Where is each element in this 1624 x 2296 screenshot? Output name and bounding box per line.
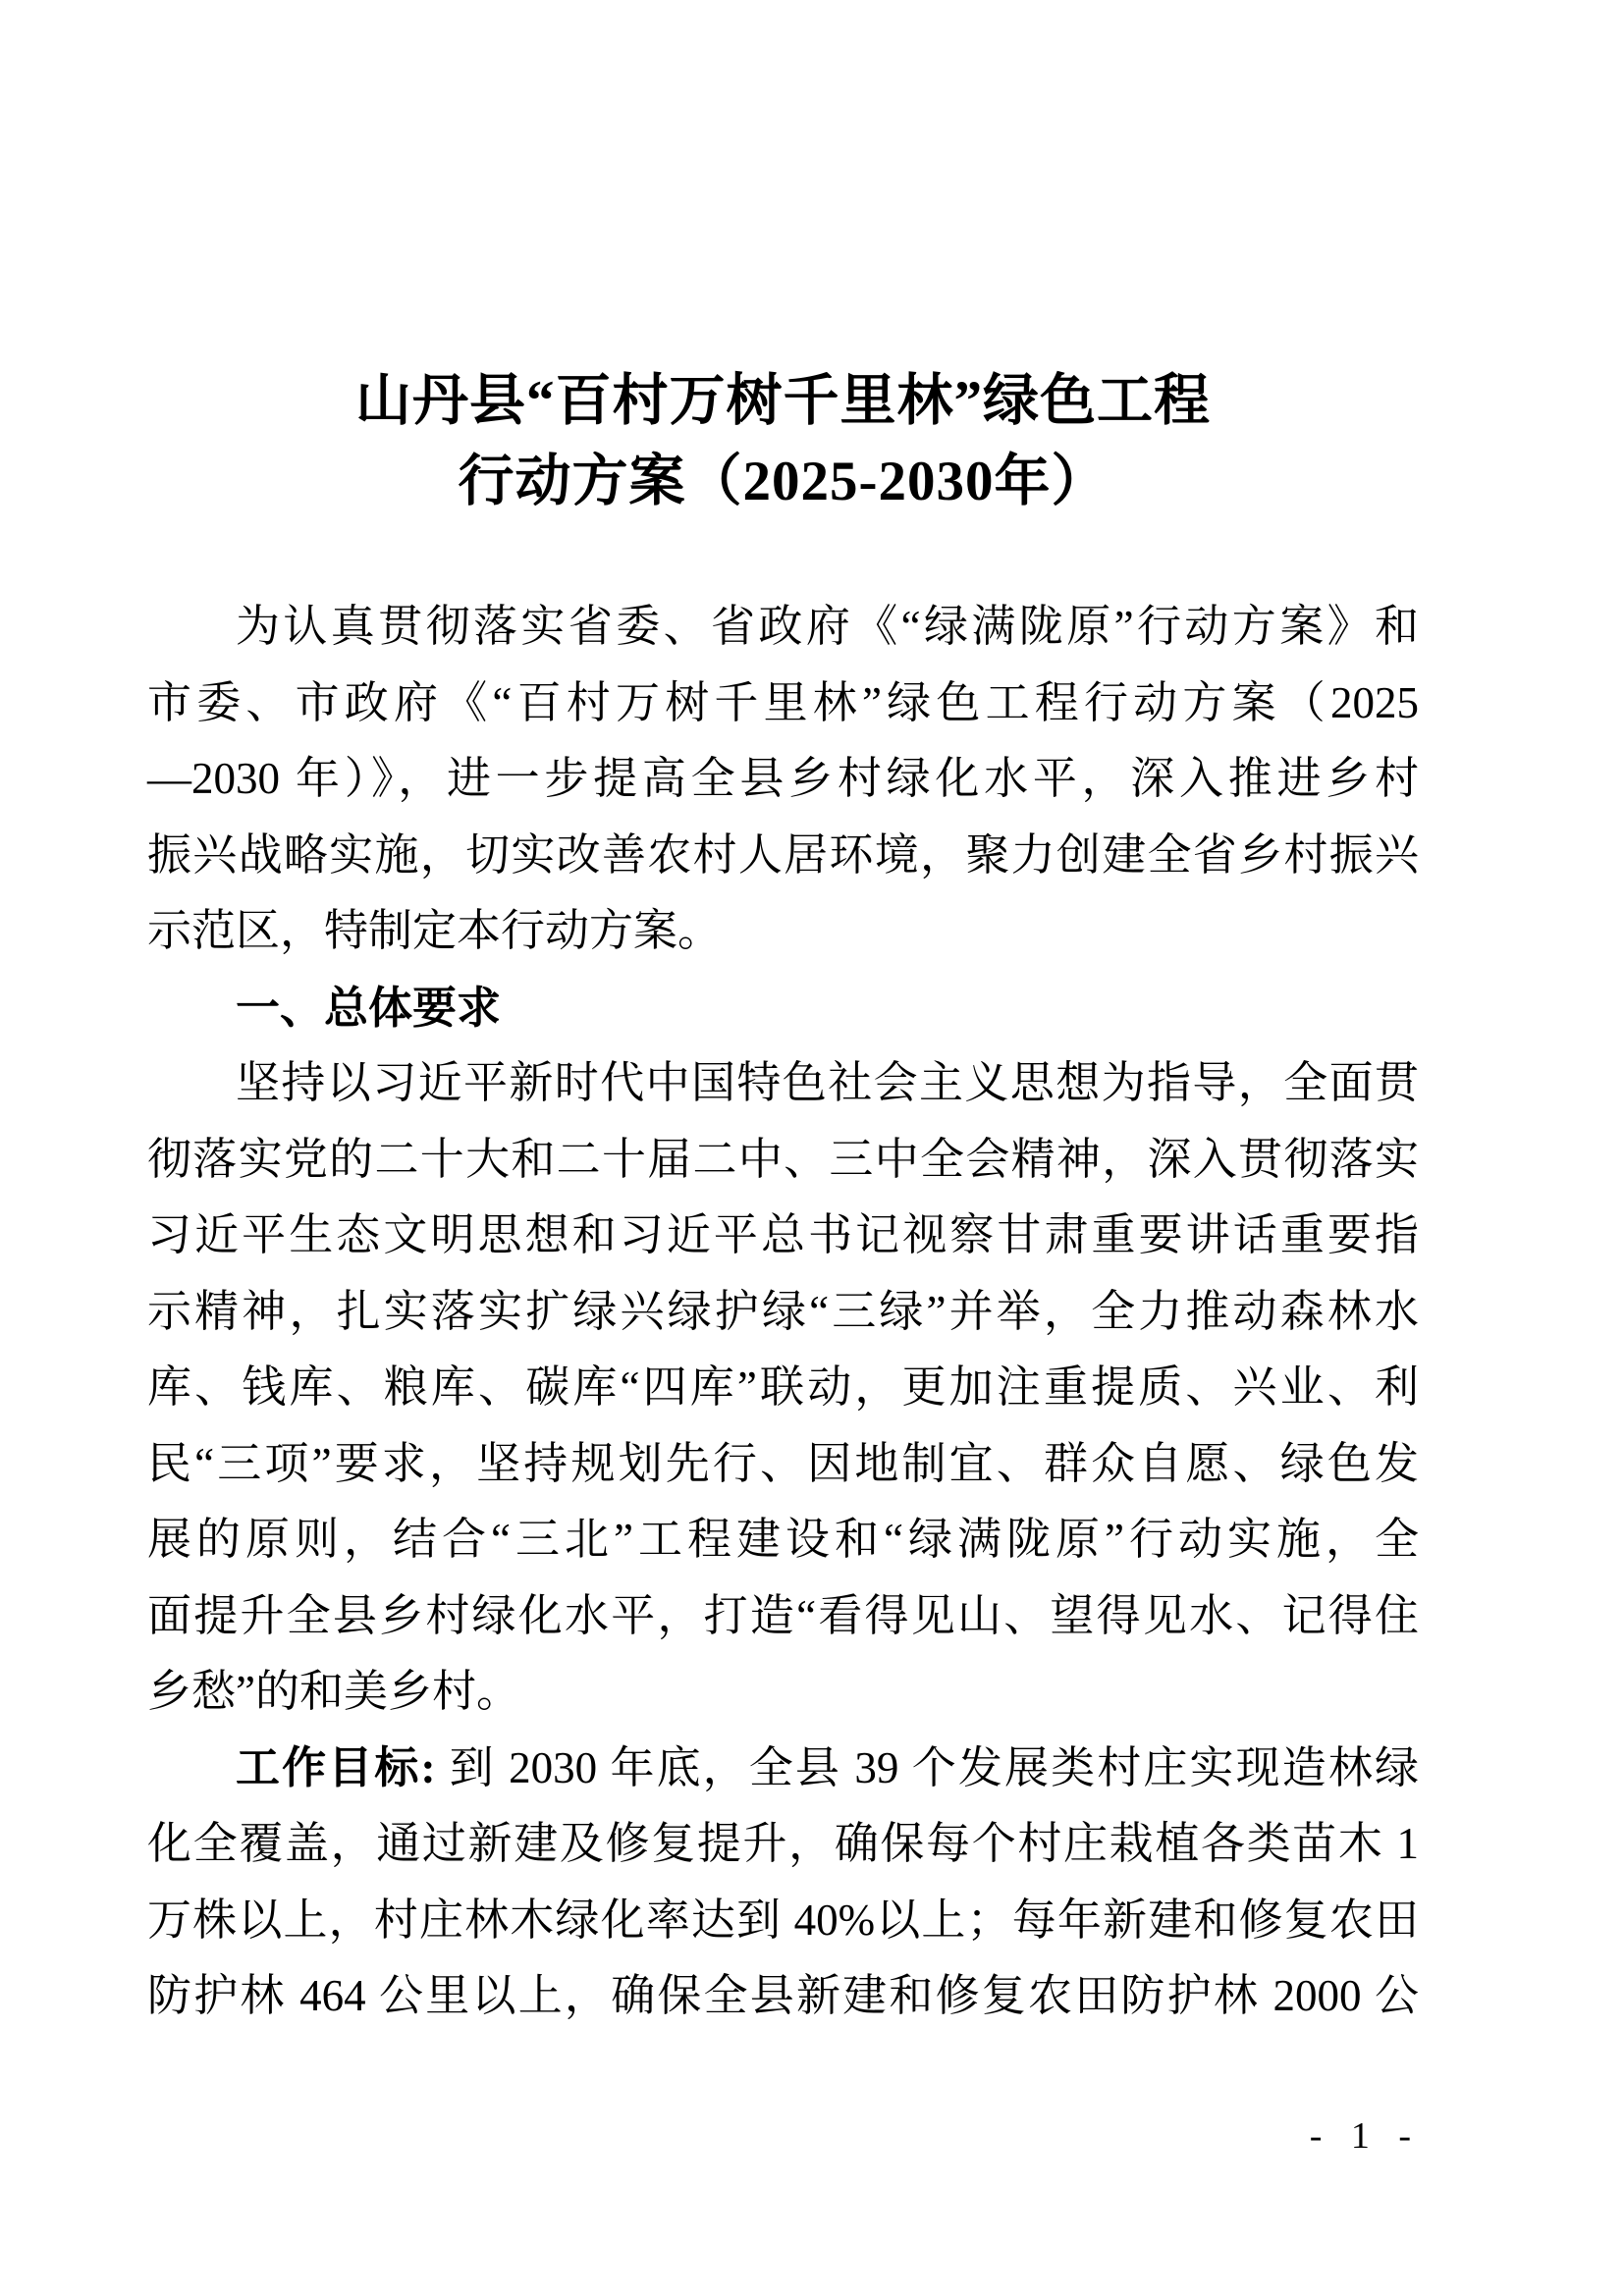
paragraph1-line-4: 振兴战略实施，切实改善农村人居环境，聚力创建全省乡村振兴 xyxy=(147,829,1419,880)
paragraph3-line-1-text: 到 2030 年底，全县 39 个发展类村庄实现造林绿 xyxy=(447,1742,1419,1792)
paragraph1-line-3: —2030 年）》，进一步提高全县乡村绿化水平，深入推进乡村 xyxy=(147,754,1419,803)
section-heading-1: 一、总体要求 xyxy=(236,982,502,1033)
paragraph2-line-4: 示精神，扎实落实扩绿兴绿护绿“三绿”并举，全力推动森林水 xyxy=(147,1286,1419,1336)
paragraph3-line-2: 化全覆盖，通过新建及修复提升，确保每个村庄栽植各类苗木 1 xyxy=(147,1819,1419,1868)
paragraph2-line-6: 民“三项”要求，坚持规划先行、因地制宜、群众自愿、绿色发 xyxy=(147,1438,1419,1488)
paragraph2-line-5: 库、钱库、粮库、碳库“四库”联动，更加注重提质、兴业、利 xyxy=(147,1362,1419,1412)
paragraph1-line-1: 为认真贯彻落实省委、省政府《“绿满陇原”行动方案》和 xyxy=(236,602,1419,651)
document-body xyxy=(147,589,1419,2035)
paragraph1-line-2: 市委、市政府《“百村万树千里林”绿色工程行动方案（2025 xyxy=(147,677,1419,727)
paragraph1-line-5: 示范区，特制定本行动方案。 xyxy=(147,906,723,955)
paragraph2-line-2: 彻落实党的二十大和二十届二中、三中全会精神，深入贯彻落实 xyxy=(147,1134,1419,1184)
document-title xyxy=(147,361,1419,522)
paragraph2-line-7: 展的原则，结合“三北”工程建设和“绿满陇原”行动实施，全 xyxy=(147,1515,1419,1564)
paragraph2-line-9: 乡愁”的和美乡村。 xyxy=(147,1667,520,1716)
work-goal-label: 工作目标: xyxy=(236,1742,436,1792)
title-line-2: 行动方案（2025-2030年） xyxy=(458,451,1109,512)
paragraph3-line-1 xyxy=(147,1731,1419,1807)
paragraph2-line-3: 习近平生态文明思想和习近平总书记视察甘肃重要讲话重要指 xyxy=(147,1210,1419,1259)
paragraph2-line-1: 坚持以习近平新时代中国特色社会主义思想为指导，全面贯 xyxy=(236,1058,1419,1107)
paragraph3-line-3: 万株以上，村庄林木绿化率达到 40%以上；每年新建和修复农田 xyxy=(147,1895,1419,1945)
page-number: - 1 - xyxy=(1309,2115,1421,2157)
paragraph2-line-8: 面提升全县乡村绿化水平，打造“看得见山、望得见水、记得住 xyxy=(147,1590,1419,1640)
paragraph3-line-4: 防护林 464 公里以上，确保全县新建和修复农田防护林 2000 公 xyxy=(147,1971,1419,2020)
title-line-1: 山丹县“百村万树千里林”绿色工程 xyxy=(355,370,1211,432)
